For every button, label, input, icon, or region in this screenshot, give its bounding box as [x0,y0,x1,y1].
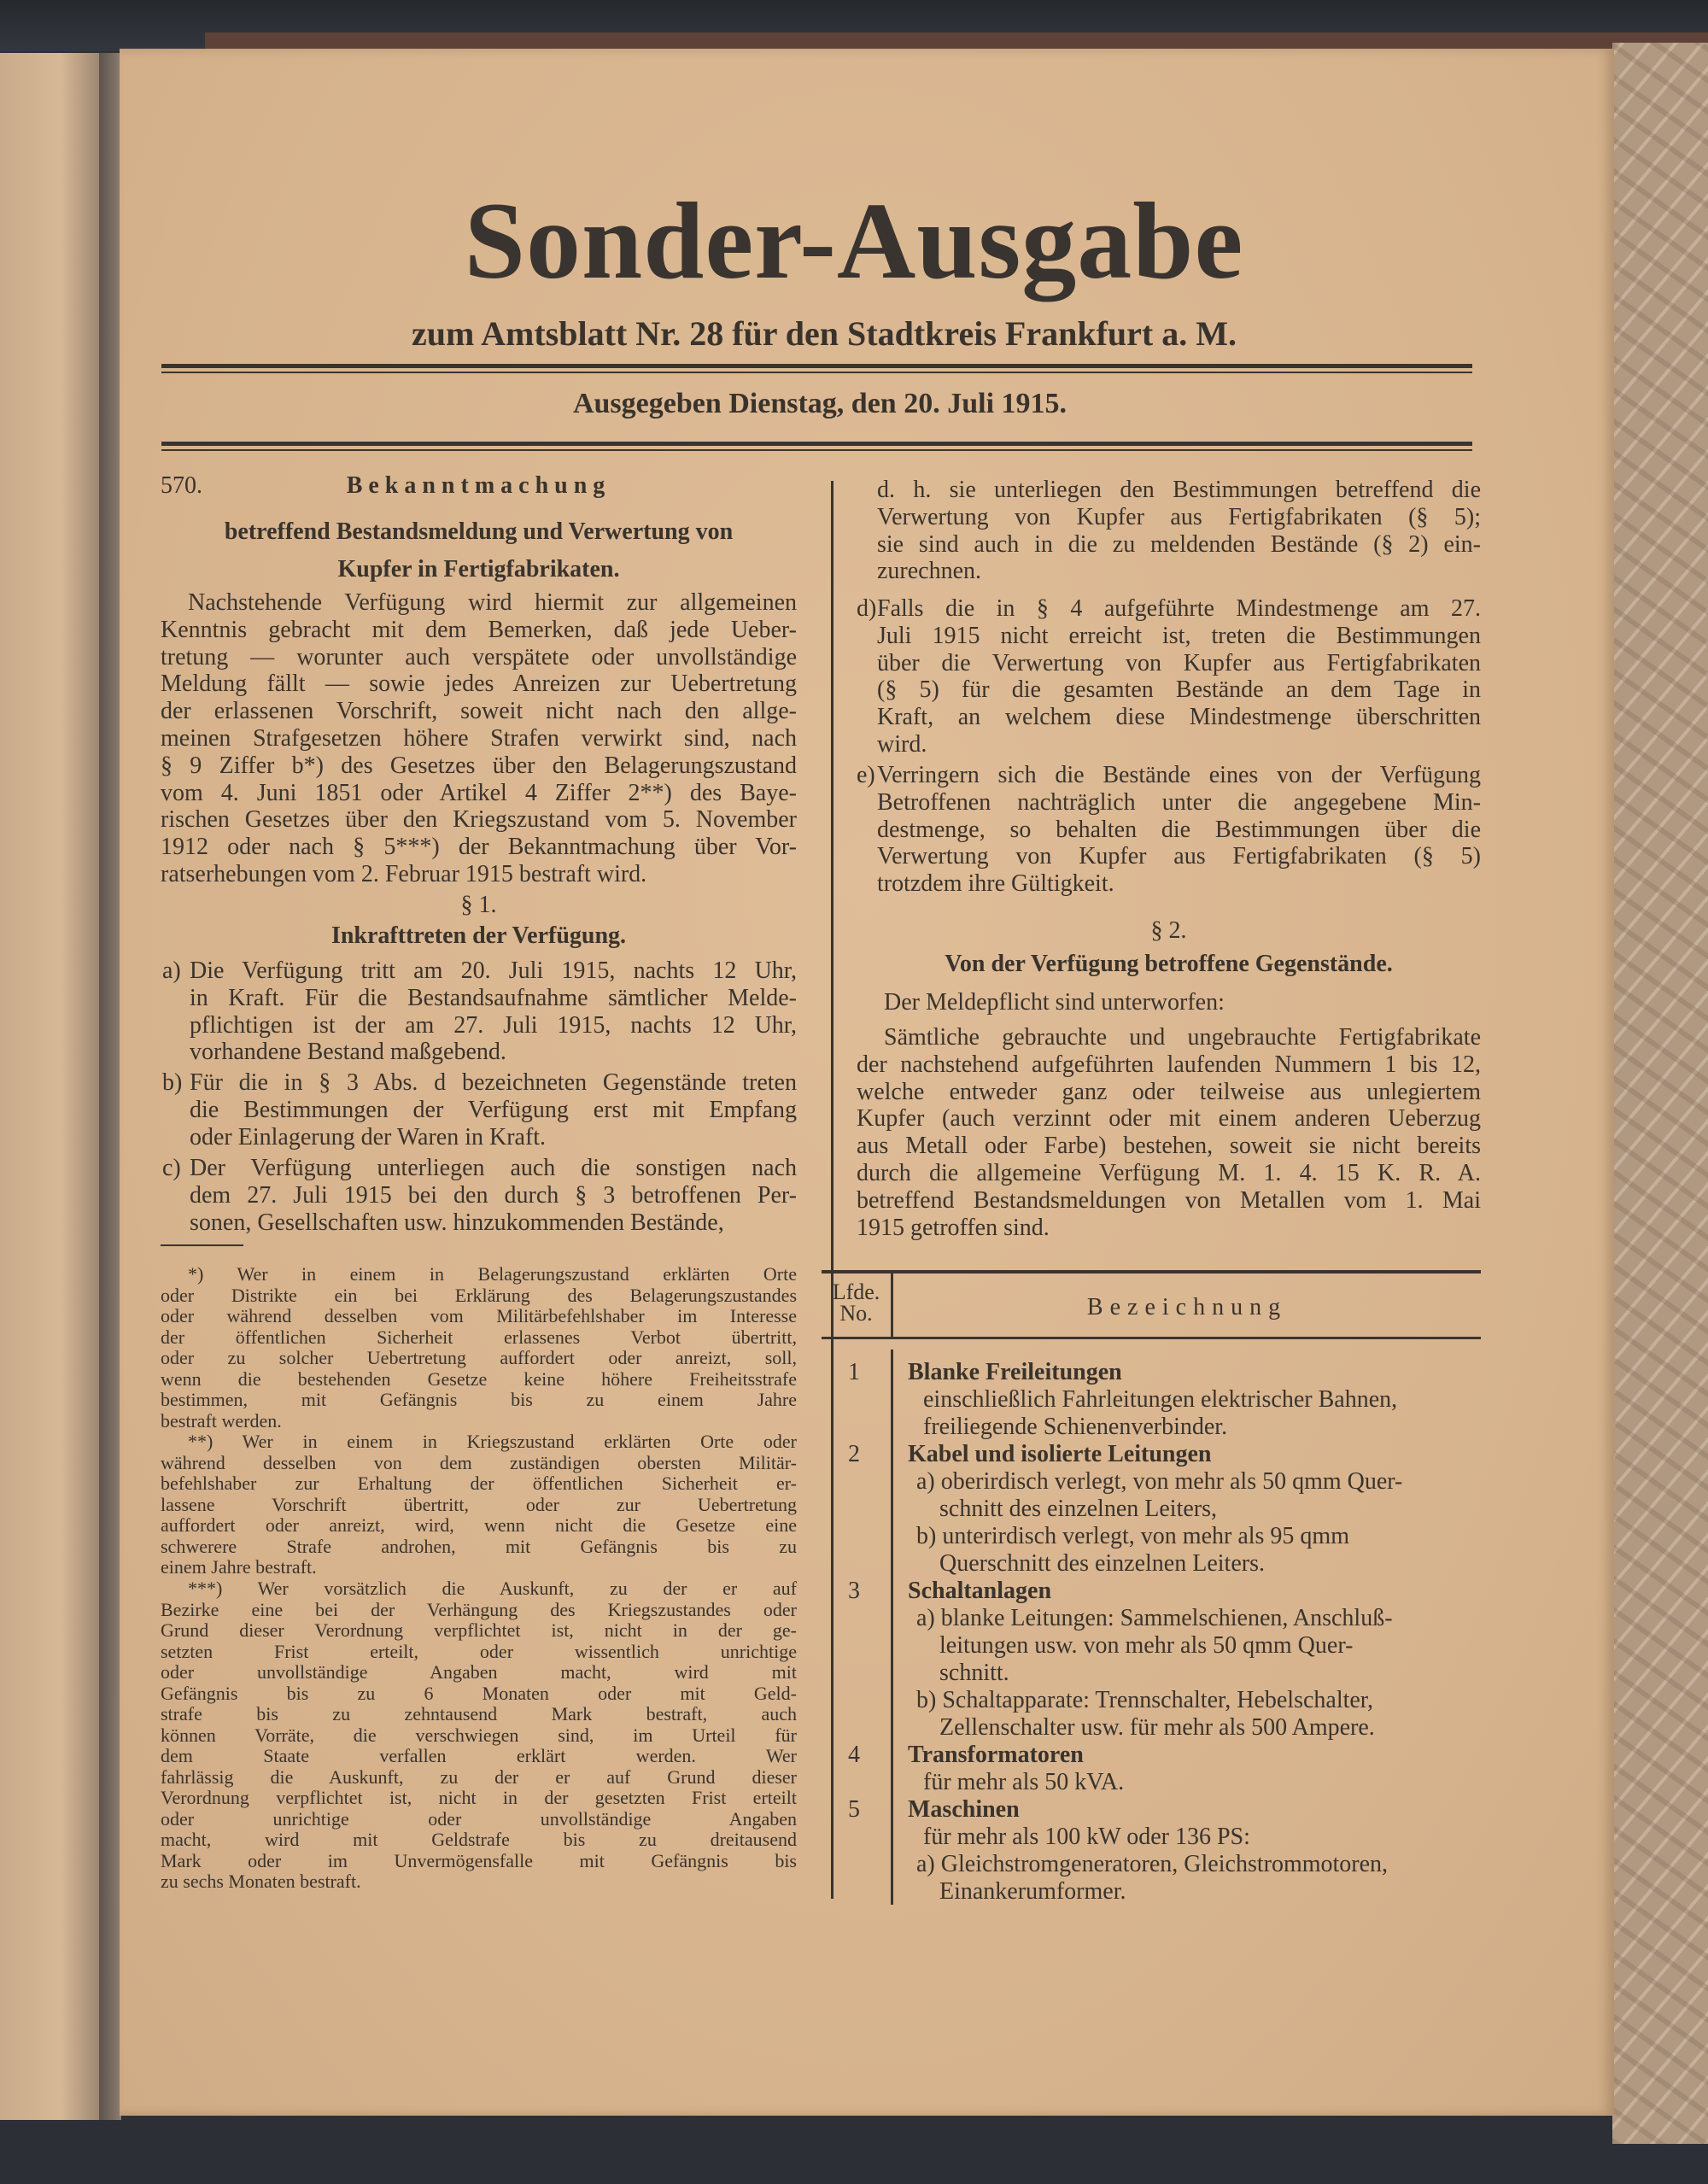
text-line: oder unvollständige Angaben macht, wird mit [161,1661,797,1683]
column-divider [831,481,834,1899]
row-number: 3 [848,1578,860,1604]
section-2-title: Von der Verfügung betroffene Gegenstände. [945,951,1393,977]
section-1-title: Inkrafttreten der Verfügung. [330,922,627,949]
marbled-endpaper [1612,43,1708,2144]
text-line: trotzdem ihre Gültigkeit. [877,870,1114,898]
text-line: auffordert oder anreizt, wird, wenn nicht die Gesetze eine [161,1514,797,1536]
text-line: bestraft werden. [161,1409,282,1432]
footnote-separator [161,1244,243,1246]
row-text: schnitt des einzelnen Leiters, [939,1496,1217,1522]
section-1-item-d [857,595,1481,758]
notice-heading: Bekanntmachung [346,472,611,499]
text-line: destmenge, so behalten die Bestimmungen über die [877,816,1481,843]
table-top-rule [822,1270,1481,1274]
text-line: wird. [877,730,927,758]
text-line: Mark oder im Unvermögensfalle mit Gefängnis bis [161,1849,797,1871]
text-line: betreffend Bestandsmeldung und Verwertung von [224,518,734,545]
row-text: a) blanke Leitungen: Sammelschienen, Anschluß- [916,1605,1393,1631]
text-line: vorhandene Bestand maßgebend. [190,1039,506,1066]
text-line: befehlshaber zur Erhaltung der öffentlichen Sicherheit er- [161,1473,797,1494]
text-line: der erlassenen Vorschrift, soweit nicht nach den allge- [161,698,797,725]
date-rule-thin [161,449,1472,451]
text-line: wenn die bestehenden Gesetze keine höhere Freiheitsstrafe [161,1367,797,1390]
text-line: Kenntnis gebracht mit dem Bemerken, daß jede Ueber- [161,616,797,643]
text-line: Verwertung von Kupfer aus Fertigfabrikaten (§ 5) [877,843,1481,870]
row-text: b) unterirdisch verlegt, von mehr als 95 qmm [916,1523,1349,1549]
table-body-divider [891,1350,893,1905]
section-2-paragraph [857,1024,1481,1241]
text-line: die Bestimmungen der Verfügung erst mit Empfang [190,1096,797,1123]
text-line: der nachstehend aufgeführten laufenden Nummern 1 bis 12, [857,1051,1481,1078]
text-line: dem 27. Juli 1915 bei den durch § 3 betroffenen Per- [190,1181,797,1209]
text-line: bestimmen, mit Gefängnis bis zu einem Jahre [161,1389,797,1410]
row-number: 5 [848,1796,860,1823]
text-line: der öffentlichen Sicherheit erlassenes Verbot übertritt, [161,1326,797,1348]
section-1-item-e [857,762,1481,898]
text-line: ***) Wer vorsätzlich die Auskunft, zu der er auf [188,1578,797,1599]
row-text: Querschnitt des einzelnen Leiters. [939,1550,1265,1577]
text-line: durch die allgemeine Verfügung M. 1. 4. 15 K. R. A. [857,1159,1481,1186]
row-number: 1 [848,1359,860,1385]
row-text: leitungen usw. von mehr als 50 qmm Quer- [939,1632,1354,1659]
text-line: d. h. sie unterliegen den Bestimmungen betreffend die [877,477,1481,503]
row-number: 2 [848,1441,860,1467]
row-text: a) Gleichstromgeneratoren, Gleichstrommotoren, [916,1851,1389,1877]
row-text: Zellenschalter usw. für mehr als 500 Ampere. [939,1714,1375,1741]
text-line: Kupfer (auch verzinnt oder mit einem anderen Ueberzug [857,1105,1481,1133]
text-line: Der Verfügung unterliegen auch die sonstigen nach [190,1155,797,1181]
text-line: macht, wird mit Geldstrafe bis zu dreitausend [161,1829,797,1850]
section-2-lead: Der Meldepflicht sind unterworfen: [884,989,1225,1016]
text-line: § 9 Ziffer b*) des Gesetzes über den Belagerungszustand [161,752,797,779]
item-label: d) [857,595,877,622]
text-line: Für die in § 3 Abs. d bezeichneten Gegenstände treten [190,1069,797,1096]
row-text: freiliegende Schienenverbinder. [923,1414,1228,1440]
text-line: sonen, Gesellschaften usw. hinzukommenden Bestände, [190,1209,724,1236]
item-text [190,1069,797,1151]
row-text: für mehr als 100 kW oder 136 PS: [923,1824,1250,1850]
text-line: aus Metall oder Farbe) bestehen, soweit sie nicht bereits [857,1133,1481,1160]
masthead-title: Sonder-Ausgabe [464,180,1244,302]
text-line: Falls die in § 4 aufgeführte Mindestmenge am 27. [877,595,1481,622]
item-label: e) [857,762,875,788]
row-text: schnitt. [939,1660,1009,1686]
text-line: Kupfer in Fertigfabrikaten. [337,556,620,583]
text-line: Betroffenen nachträglich unter die angegebene Min- [877,788,1481,816]
text-line: dem Staate verfallen erklärt werden. Wer [161,1745,797,1766]
row-text: für mehr als 50 kVA. [923,1769,1125,1795]
date-rule-thick [161,442,1472,446]
row-text: Einankerumformer. [939,1878,1126,1905]
header-number-line2: No. [839,1301,873,1326]
masthead-rule-thin [161,372,1472,373]
section-1-item-a [162,957,797,1066]
footnote-1 [161,1264,797,1432]
text-line: *) Wer in einem in Belagerungszustand erklärten Orte [188,1263,797,1285]
text-line: betreffend Bestandsmeldungen von Metallen vom 1. Mai [857,1186,1481,1214]
text-line: in Kraft. Für die Bestandsaufnahme sämtlicher Melde- [190,984,797,1011]
row-heading: Transformatoren [908,1742,1084,1768]
text-line: schwerere Strafe androhen, mit Gefängnis bis zu [161,1535,797,1557]
row-text: a) oberirdisch verlegt, von mehr als 50 qmm Quer- [916,1468,1403,1495]
text-line: oder während desselben vom Militärbefehlshaber im Interesse [161,1305,797,1326]
text-line: sie sind auch in die zu meldenden Bestände (§ 2) ein- [877,530,1481,558]
table-header-rule [822,1337,1481,1339]
text-line: Verringern sich die Bestände eines von der Verfügung [877,762,1481,788]
text-line: strafe bis zu zehntausend Mark bestraft, auch [161,1703,797,1724]
text-line: Sämtliche gebrauchte und ungebrauchte Fertigfabrikate [884,1024,1481,1051]
section-1-item-c [162,1155,797,1236]
row-number: 4 [848,1742,860,1768]
masthead-subtitle: zum Amtsblatt Nr. 28 für den Stadtkreis Frankfurt a. M. [412,314,1237,353]
text-line: zu sechs Monaten bestraft. [161,1871,361,1892]
text-line: vom 4. Juni 1851 oder Artikel 4 Ziffer 2**) des Baye- [161,779,797,806]
item-label: b) [162,1069,183,1096]
item-text [877,762,1481,898]
row-heading: Kabel und isolierte Leitungen [908,1441,1212,1467]
footnote-3 [161,1578,797,1893]
text-line: meinen Strafgesetzen höhere Strafen verwirkt sind, nach [161,724,797,752]
text-line: 1912 oder nach § 5***) der Bekanntmachung über Vor- [161,834,797,861]
notice-number: 570. [161,472,202,499]
text-line: oder unrichtige oder unvollständige Angaben [161,1807,797,1830]
continuation-paragraph [877,477,1481,585]
text-line: Kraft, an welchem diese Mindestmenge überschritten [877,704,1481,731]
text-line: Grund dieser Verordnung verpflichtet ist, nicht in der ge- [161,1619,797,1641]
text-line: lassene Vorschrift übertritt, oder zur Uebertretung [161,1493,797,1515]
text-line: **) Wer in einem in Kriegszustand erklärten Orte oder [188,1431,797,1452]
page-gutter [99,53,121,2120]
text-line: Verwertung von Kupfer aus Fertigfabrikaten (§ 5); [877,503,1481,530]
text-line: Verordnung verpflichtet ist, nicht in der gesetzten Frist erteilt [161,1787,797,1808]
text-line: können Vorräte, die verschwiegen sind, im Urteil für [161,1724,797,1746]
text-line: oder Einlagerung der Waren in Kraft. [190,1123,547,1151]
row-heading: Maschinen [908,1796,1020,1823]
text-line: pflichtigen ist der am 27. Juli 1915, nachts 12 Uhr, [190,1011,797,1039]
intro-paragraph [161,589,797,888]
text-line: rischen Gesetzes über den Kriegszustand vom 5. November [161,806,797,834]
footnote-2 [161,1432,797,1578]
text-line: Bezirke eine bei der Verhängung des Kriegszustandes oder [161,1598,797,1620]
section-1-mark: § 1. [460,892,497,918]
row-text: b) Schaltapparate: Trennschalter, Hebelschalter, [916,1687,1374,1713]
header-number-line1: Lfde. [832,1279,880,1304]
section-2-mark: § 2. [1150,917,1187,944]
text-line: Juli 1915 nicht erreicht ist, treten die Bestimmungen [877,622,1481,649]
item-text [190,957,797,1066]
table-header-number [824,1281,888,1324]
text-line: oder zu solcher Uebertretung auffordert oder anreizt, soll, [161,1347,797,1368]
row-heading: Blanke Freileitungen [908,1359,1122,1385]
text-line: welche entweder ganz oder teilweise aus unlegiertem [857,1078,1481,1105]
text-line: fahrlässig die Auskunft, zu der er auf Grund dieser [161,1765,797,1788]
item-label: c) [162,1155,181,1181]
text-line: zurechnen. [877,558,982,585]
text-line: Meldung fällt — sowie jedes Anreizen zur Uebertretung [161,670,797,698]
previous-page-edge [0,53,101,2120]
text-line: Nachstehende Verfügung wird hiermit zur allgemeinen [188,589,797,616]
text-line: 1915 getroffen sind. [857,1214,1050,1241]
text-line: einem Jahre bestraft. [161,1556,317,1578]
item-label: a) [162,957,181,984]
notice-subheading [161,513,797,588]
text-line: ratserhebungen vom 2. Februar 1915 bestraft wird. [161,860,647,887]
text-line: während desselben von dem zuständigen obersten Militär- [161,1451,797,1473]
row-heading: Schaltanlagen [908,1578,1052,1604]
item-text [190,1155,797,1236]
text-line: über die Verwertung von Kupfer aus Fertigfabrikaten [877,649,1481,676]
item-text [877,595,1481,758]
issue-date: Ausgegeben Dienstag, den 20. Juli 1915. [572,388,1068,419]
text-line: Gefängnis bis zu 6 Monaten oder mit Geld- [161,1682,797,1704]
row-text: einschließlich Fahrleitungen elektrischer Bahnen, [923,1386,1398,1413]
text-line: oder Distrikte ein bei Erklärung des Belagerungszustandes [161,1284,797,1306]
text-line: (§ 5) für die gesamten Bestände an dem Tage in [877,676,1481,704]
masthead-rule-thick [161,364,1472,368]
text-line: Die Verfügung tritt am 20. Juli 1915, nachts 12 Uhr, [190,957,797,984]
section-1-item-b [162,1069,797,1151]
text-line: tretung — worunter auch verspätete oder unvollständige [161,643,797,670]
table-header-description: Bezeichnung [1086,1294,1288,1320]
text-line: setzten Frist erteilt, oder wissentlich unrichtige [161,1640,797,1662]
